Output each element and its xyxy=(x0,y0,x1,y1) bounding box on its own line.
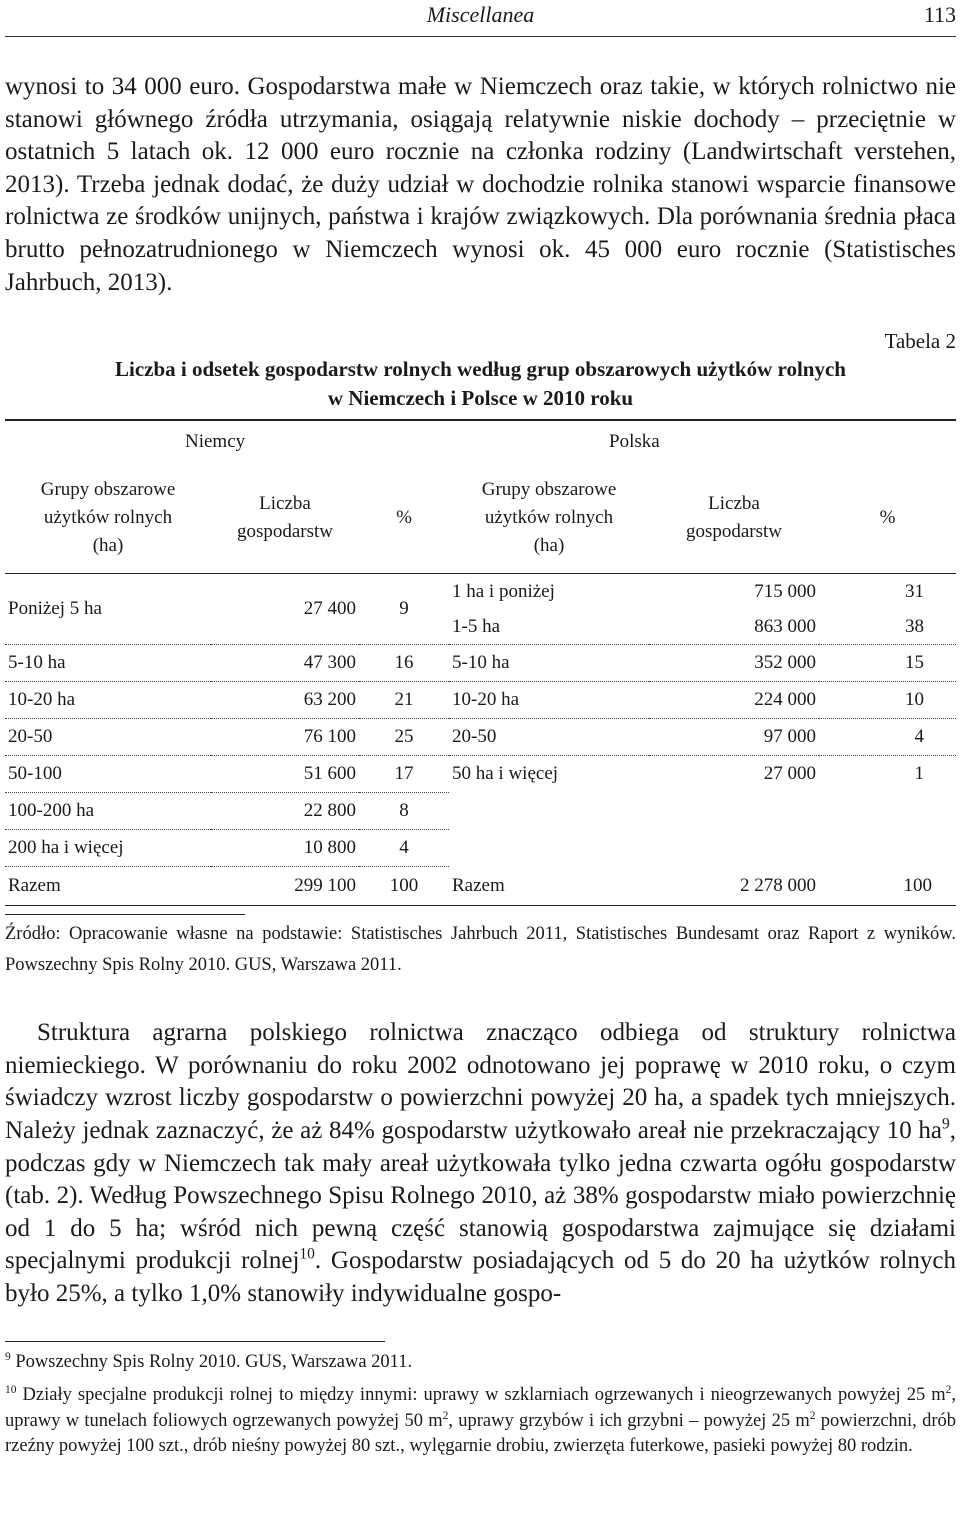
table-row: 50-100 51 600 17 50 ha i więcej 27 000 1 xyxy=(5,756,956,793)
col-header-group-pl: Grupy obszarowe użytków rolnych (ha) xyxy=(449,463,649,574)
table-row: 20-50 76 100 25 20-50 97 000 4 xyxy=(5,719,956,756)
column-header-row xyxy=(5,463,956,574)
total-pct-de: 100 xyxy=(359,867,449,906)
running-header xyxy=(5,0,956,37)
footnote-ref-9[interactable]: 9 xyxy=(942,1115,950,1133)
country-germany: Niemcy xyxy=(185,431,246,453)
table-row: 200 ha i więcej 10 800 4 xyxy=(5,830,956,867)
table-row: 1-5 ha 863 000 38 xyxy=(5,609,956,645)
total-count-de: 299 100 xyxy=(211,867,359,906)
footnote-9: $^9$ Powszechny Spis Rolny 2010. GUS, Warszawa 2011. xyxy=(5,1350,413,1372)
source-divider xyxy=(5,914,245,915)
table-title xyxy=(5,355,956,413)
footnote-ref-10[interactable]: 10 xyxy=(299,1245,315,1263)
total-count-pl: 2 278 000 xyxy=(649,867,819,906)
col-header-count-de: Liczba gospodarstw xyxy=(211,463,359,574)
total-label-de: Razem xyxy=(5,867,211,906)
col-header-pct-pl: % xyxy=(819,463,956,574)
table-total-row xyxy=(5,867,956,906)
footnote-10: $^{10}$ Działy specjalne produkcji rolnej to między innymi: uprawy w szklarniach ogrzewanych i nieogrzewanych powyżej 25 $m^2$, uprawy w tunelach foliowych ogrzewanych powyżej 50 $m^2$, uprawy grzybów i ich grzybni – powyżej 25 $m^2$ powierzchni, drób rzeźny powyżej 100 szt., drób nieśny powyżej 80 szt., wylęgarnie drobiu, zwierzęta futerkowe, pasieki powyżej 80 rodzin. xyxy=(5,1383,956,1456)
table-row: 10-20 ha 63 200 21 10-20 ha 224 000 10 xyxy=(5,682,956,719)
table-label: Tabela 2 xyxy=(884,329,956,354)
body-paragraph: Struktura agrarna polskiego rolnictwa znacząco odbiega od struktury rolnictwa niemieckiego. W porównaniu do roku 2002 odnotowano jej poprawę w 2010 roku, o czym świadczy wzrost liczby gospodarstw o powierzchni powyżej 20 ha, a spadek tych mniejszych. Należy jednak zaznaczyć, że aż 84% gospodarstw użytkowało areał nie przekraczający 10 $ha^9$, podczas gdy w Niemczech tak mały areał użytkowała tylko jedna czwarta ogółu gospodarstw (tab. 2). Według Powszechnego Spisu Rolnego 2010, aż 38% gospodarstw miało powierzchnię od 1 do 5 ha; wśród nich pewną część stanowią gospodarstwa zajmujące się działami specjalnymi produkcji rolnej$^{10}$. Gospodarstw posiadających od 5 do 20 ha użytków rolnych było 25%, a tylko 1,0% stanowiły indywidualne gospo- xyxy=(5,1019,956,1307)
table-row: 5-10 ha 47 300 16 5-10 ha 352 000 15 xyxy=(5,645,956,682)
running-title: Miscellanea xyxy=(426,2,535,27)
table-title-line-1: Liczba i odsetek gospodarstw rolnych według grup obszarowych użytków rolnych xyxy=(115,357,846,382)
table-row: Poniżej 5 ha 27 400 9 1 ha i poniżej 715 000 31 xyxy=(5,574,956,610)
country-header-row xyxy=(5,420,956,463)
total-pct-pl: 100 xyxy=(819,867,956,906)
table-row: 100-200 ha 22 800 8 xyxy=(5,793,956,830)
farm-size-table xyxy=(5,419,956,906)
source-note: Źródło: Opracowanie własne na podstawie: Statistisches Jahrbuch 2011, Statistisches Bundesamt oraz Raport z wyników. Powszechny Spis Rolny 2010. GUS, Warszawa 2011. xyxy=(5,924,956,976)
footnote-divider xyxy=(5,1341,385,1342)
document-page xyxy=(5,0,956,1460)
col-header-count-pl: Liczba gospodarstw xyxy=(649,463,819,574)
table-title-line-2: w Niemczech i Polsce w 2010 roku xyxy=(327,386,634,411)
col-header-pct-de: % xyxy=(359,463,449,574)
page-number: 113 xyxy=(923,2,956,27)
total-label-pl: Razem xyxy=(449,867,649,906)
country-poland: Polska xyxy=(609,431,660,453)
intro-paragraph: wynosi to 34 000 euro. Gospodarstwa małe w Niemczech oraz takie, w których rolnictwo nie stanowi głównego źródła utrzymania, osiągają relatywnie niskie dochody – przeciętnie w ostatnich 5 latach ok. 12 000 euro rocznie na członka rodziny (Landwirtschaft verstehen, 2013). Trzeba jednak dodać, że duży udział w dochodzie rolnika stanowi wsparcie finansowe rolnictwa ze środków unijnych, państwa i krajów związkowych. Dla porównania średnia płaca brutto pełnozatrudnionego w Niemczech wynosi ok. 45 000 euro rocznie (Statistisches Jahrbuch, 2013). xyxy=(5,73,956,296)
col-header-group-de: Grupy obszarowe użytków rolnych (ha) xyxy=(5,463,211,574)
